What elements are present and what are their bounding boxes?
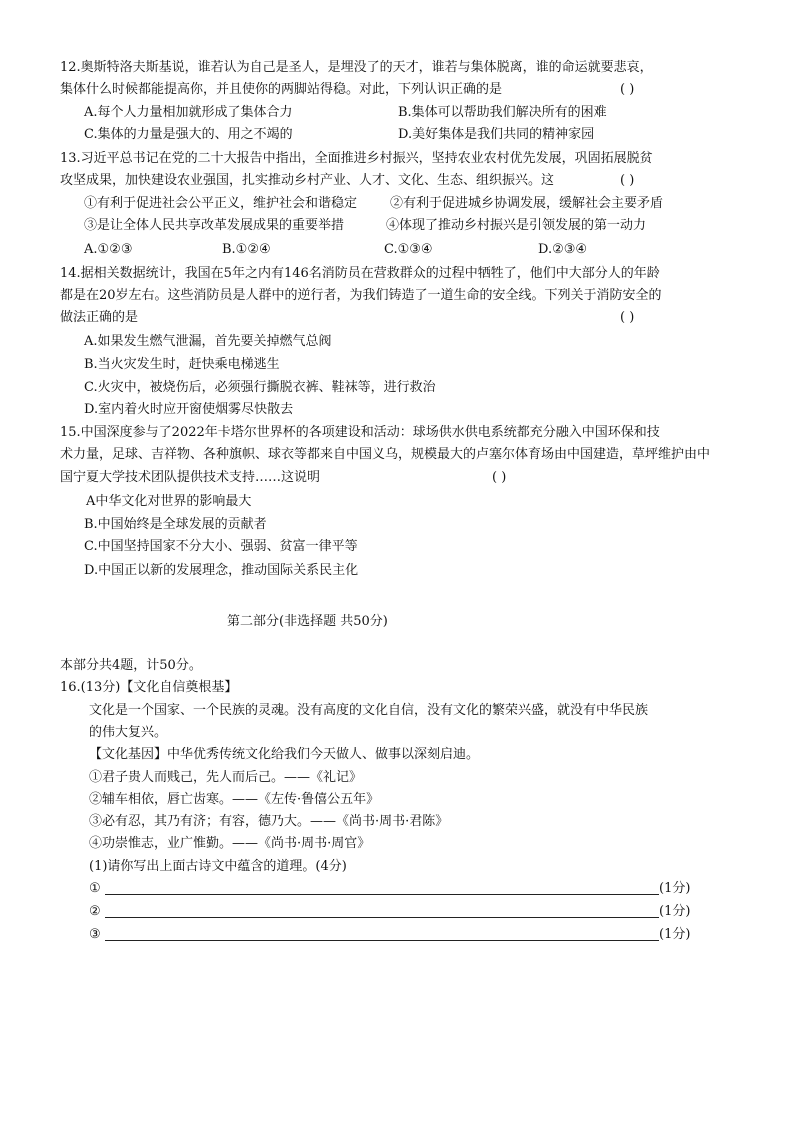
q16-quote-2: ②辅车相依，唇亡齿寒。——《左传·鲁僖公五年》 [89, 792, 380, 807]
q13-option-a: A.①②③ [84, 242, 133, 257]
q13-option-d: D.②③④ [538, 242, 588, 257]
q15-answer-paren: ( ) [492, 470, 507, 485]
q13-statement-3: ③是让全体人民共享改革发展成果的重要举措 [84, 218, 345, 233]
q16-intro-line-1: 文化是一个国家、一个民族的灵魂。没有高度的文化自信，没有文化的繁荣兴盛，就没有中华民族 [89, 703, 649, 718]
blank-points: (1分) [659, 881, 691, 896]
q14-option-b: B.当火灾发生时，赶快乘电梯逃生 [84, 357, 280, 372]
q14-option-c: C.火灾中，被烧伤后，必须强行撕脱衣裤、鞋袜等，进行救治 [84, 380, 436, 395]
q15-option-d: D.中国正以新的发展理念，推动国际关系民主化 [84, 563, 359, 578]
part2-title: 第二部分(非选择题 共50分) [227, 614, 388, 629]
q14-stem-line-2: 都是在20岁左右。这些消防员是人群中的逆行者，为我们铸造了一道生命的安全线。下列关于消防安全的 [60, 288, 662, 303]
q13-option-b: B.①②④ [222, 242, 271, 257]
q16-sub-question-1: (1)请你写出上面古诗文中蕴含的道理。(4分) [89, 859, 347, 874]
q12-answer-paren: ( ) [620, 82, 635, 97]
q12-option-b: B.集体可以帮助我们解决所有的困难 [398, 105, 607, 120]
q16-intro-line-2: 的伟大复兴。 [89, 725, 168, 740]
blank-index: ① [89, 881, 101, 896]
answer-blank-row[interactable] [89, 902, 699, 922]
q13-answer-paren: ( ) [620, 173, 635, 188]
blank-points: (1分) [659, 904, 691, 919]
q15-option-a: A中华文化对世界的影响最大 [86, 494, 252, 509]
q14-option-d: D.室内着火时应开窗使烟雾尽快散去 [84, 402, 294, 417]
q16-header: 16.(13分)【文化自信奠根基】 [60, 680, 238, 695]
q13-statement-1: ①有利于促进社会公平正义，维护社会和谐稳定 [84, 196, 358, 211]
answer-underline[interactable] [105, 940, 659, 941]
part2-intro: 本部分共4题，计50分。 [60, 658, 202, 673]
q15-stem-line-3: 国宁夏大学技术团队提供技术支持……这说明 [60, 470, 321, 485]
q12-option-a: A.每个人力量相加就形成了集体合力 [84, 105, 293, 120]
q12-stem-line-1: 12.奥斯特洛夫斯基说，谁若认为自己是圣人，是埋没了的天才，谁若与集体脱离，谁的命运就要悲哀， [60, 60, 653, 75]
q14-stem-line-3: 做法正确的是 [60, 310, 139, 325]
q13-statement-4: ④体现了推动乡村振兴是引领发展的第一动力 [386, 218, 647, 233]
answer-blank-row[interactable] [89, 879, 699, 899]
q15-option-b: B.中国始终是全球发展的贡献者 [84, 517, 267, 532]
q13-statement-2: ②有利于促进城乡协调发展，缓解社会主要矛盾 [390, 196, 664, 211]
q15-stem-line-2: 术力量，足球、吉祥物、各种旗帜、球衣等都来自中国义乌，规模最大的卢塞尔体育场由中国建造，草坪维护由中 [60, 447, 711, 462]
answer-blank-row[interactable] [89, 925, 699, 945]
blank-points: (1分) [659, 927, 691, 942]
q16-quote-4: ④功崇惟志，业广惟勤。——《尚书·周书·周官》 [89, 836, 371, 851]
q14-option-a: A.如果发生燃气泄漏，首先要关掉燃气总阀 [84, 334, 332, 349]
q15-stem-line-1: 15.中国深度参与了2022年卡塔尔世界杯的各项建设和活动：球场供水供电系统都充分融入中国环保和技 [60, 425, 660, 440]
q16-culture-gene: 【文化基因】中华优秀传统文化给我们今天做人、做事以深刻启迪。 [89, 747, 480, 762]
q16-quote-3: ③必有忍，其乃有济；有容，德乃大。——《尚书·周书·君陈》 [89, 814, 449, 829]
blank-index: ③ [89, 927, 101, 942]
blank-index: ② [89, 904, 101, 919]
answer-underline[interactable] [105, 917, 659, 918]
q14-answer-paren: ( ) [620, 310, 635, 325]
q12-option-d: D.美好集体是我们共同的精神家园 [398, 127, 595, 142]
q13-stem-line-2: 攻坚成果，加快建设农业强国，扎实推动乡村产业、人才、文化、生态、组织振兴。这 [60, 173, 555, 188]
q12-stem-line-2: 集体什么时候都能提高你，并且使你的两脚站得稳。对此，下列认识正确的是 [60, 82, 503, 97]
q13-option-c: C.①③④ [384, 242, 433, 257]
answer-underline[interactable] [105, 894, 659, 895]
q13-stem-line-1: 13.习近平总书记在党的二十大报告中指出，全面推进乡村振兴，坚持农业农村优先发展，巩固拓展脱贫 [60, 151, 653, 166]
q15-option-c: C.中国坚持国家不分大小、强弱、贫富一律平等 [84, 539, 358, 554]
q12-option-c: C.集体的力量是强大的、用之不竭的 [84, 127, 293, 142]
q14-stem-line-1: 14.据相关数据统计，我国在5年之内有146名消防员在营救群众的过程中牺牲了，他们中大部分人的年龄 [60, 266, 660, 281]
q16-quote-1: ①君子贵人而贱己，先人而后己。——《礼记》 [89, 770, 363, 785]
